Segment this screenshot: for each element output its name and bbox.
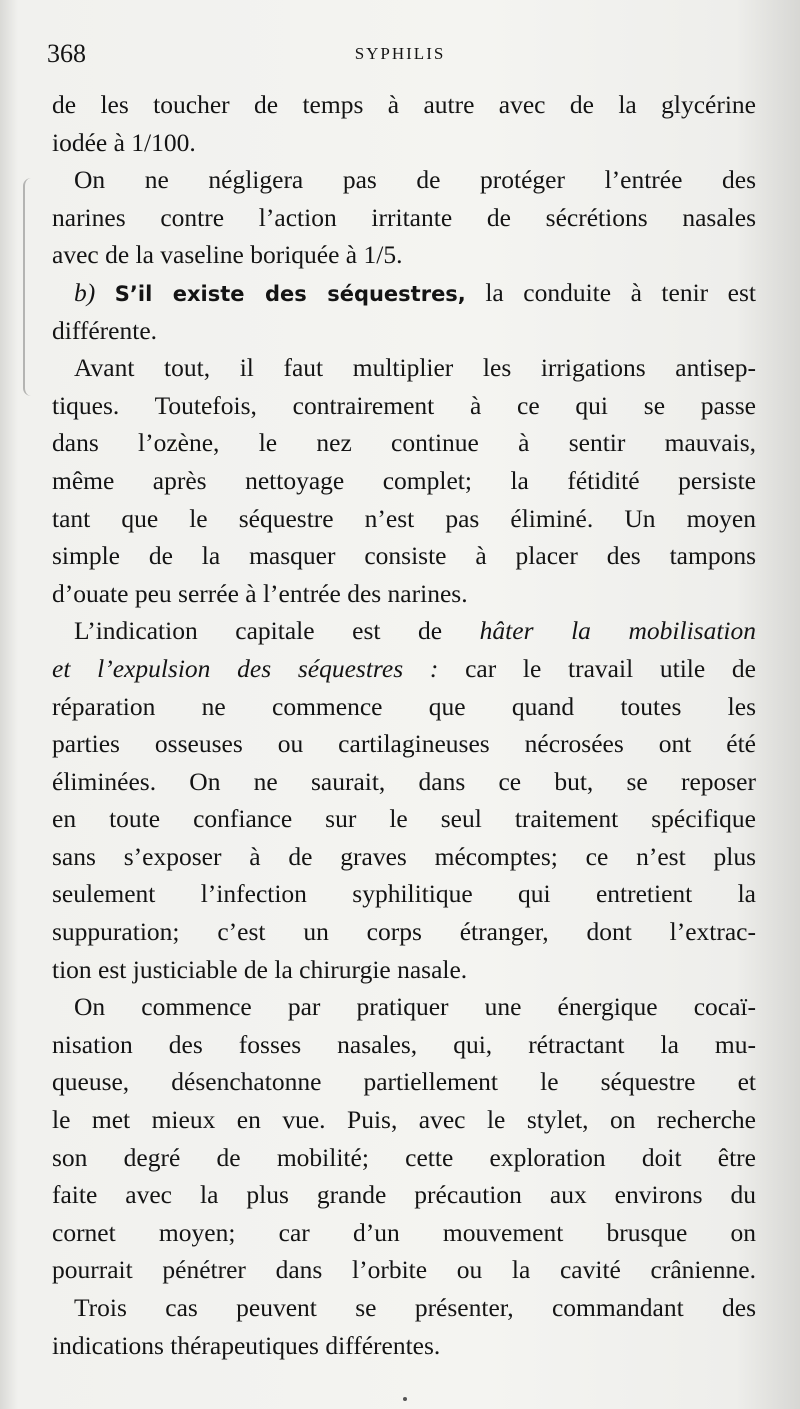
text-line: [52, 650, 756, 688]
print-dot: [403, 1397, 407, 1401]
text-line: Trois cas peuvent se présenter, commandant des: [74, 1293, 756, 1322]
bold-heading: S’il existe des séquestres,: [114, 281, 466, 306]
text-line: le met mieux en vue. Puis, avec le stylet, on recherche: [52, 1105, 756, 1135]
text-line: tion est justiciable de la chirurgie nasale.: [52, 954, 468, 984]
text-line: iodée à 1/100.: [52, 127, 196, 157]
text-line: avec de la vaseline boriquée à 1/5.: [52, 240, 403, 270]
text-line: d’ouate peu serrée à l’entrée des narines.: [52, 578, 468, 608]
text-line: même après nettoyage complet; la fétidité persiste: [52, 465, 756, 495]
page-number: 368: [47, 39, 86, 68]
text-line: On commence par pratiquer une énergique cocaï-: [74, 992, 756, 1022]
text-line: éliminées. On ne saurait, dans ce but, se reposer: [52, 766, 756, 796]
running-title: SYPHILIS: [354, 44, 446, 63]
text-run: la conduite à tenir est: [465, 277, 756, 307]
text-line: réparation ne commence que quand toutes les: [52, 691, 756, 721]
text-line: indications thérapeutiques différentes.: [52, 1330, 441, 1360]
text-line: [52, 274, 756, 312]
text-line: parties osseuses ou cartilagineuses nécrosées ont été: [52, 729, 756, 759]
text-line: son degré de mobilité; cette exploration doit être: [52, 1142, 756, 1172]
italic-emphasis: et l’expulsion des séquestres :: [52, 653, 439, 683]
text-line: [52, 612, 756, 650]
text-line: cornet moyen; car d’un mouvement brusque on: [52, 1217, 756, 1247]
body-text: [52, 86, 756, 1364]
text-line: seulement l’infection syphilitique qui entretient la: [52, 879, 756, 909]
text-line: On ne négligera pas de protéger l’entrée des: [74, 165, 756, 195]
text-line: différente.: [52, 315, 158, 345]
text-line: dans l’ozène, le nez continue à sentir mauvais,: [52, 428, 756, 458]
text-line: pourrait pénétrer dans l’orbite ou la cavité crânienne.: [52, 1255, 756, 1285]
text-line: queuse, désenchatonne partiellement le séquestre et: [52, 1067, 756, 1097]
text-line: Avant tout, il faut multiplier les irrigations antisep-: [74, 353, 756, 383]
text-line: faite avec la plus grande précaution aux environs du: [52, 1180, 756, 1210]
text-run: L’indication capitale est de: [74, 616, 480, 646]
page-header: [47, 38, 753, 70]
text-line: narines contre l’action irritante de sécrétions nasales: [52, 202, 756, 232]
text-line: sans s’exposer à de graves mécomptes; ce n’est plus: [52, 841, 756, 871]
list-marker: b): [74, 277, 115, 307]
text-line: de les toucher de temps à autre avec de la glycérine: [52, 90, 756, 119]
text-line: en toute confiance sur le seul traitement spécifique: [52, 804, 756, 834]
text-line: tiques. Toutefois, contrairement à ce qui se passe: [52, 390, 756, 420]
text-line: suppuration; c’est un corps étranger, dont l’extrac-: [52, 917, 756, 947]
margin-pencil-mark: [23, 178, 35, 396]
text-line: nisation des fosses nasales, qui, rétractant la mu-: [52, 1029, 756, 1059]
text-line: simple de la masquer consiste à placer des tampons: [52, 541, 756, 571]
text-run: car le travail utile de: [438, 653, 756, 683]
text-line: tant que le séquestre n’est pas éliminé. Un moyen: [52, 503, 756, 533]
italic-emphasis: hâter la mobilisation: [479, 616, 756, 646]
